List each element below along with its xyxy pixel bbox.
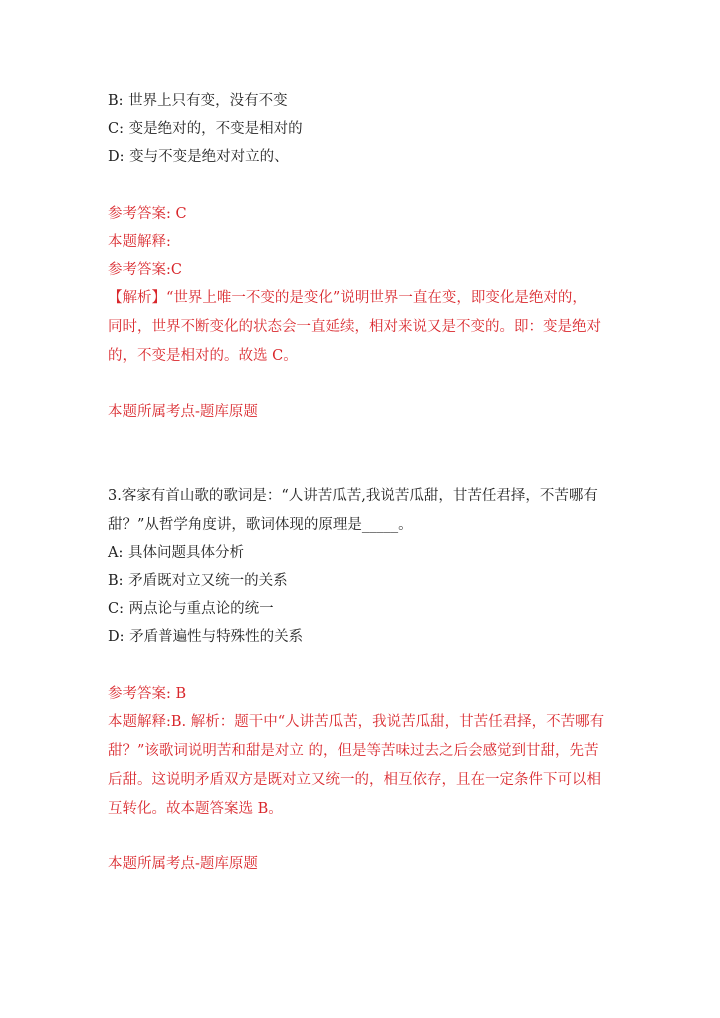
q3-option-a: A: 具体问题具体分析 (108, 545, 244, 561)
q2-option-c: C: 变是绝对的，不变是相对的 (108, 121, 303, 137)
q3-explanation (108, 708, 613, 824)
q3-answer: 参考答案: B (108, 686, 187, 702)
q2-analysis-line: 同时，世界不断变化的状态会一直延续，相对来说又是不变的。即：变是绝对 (108, 319, 601, 335)
q2-analysis (108, 284, 613, 371)
q3-explanation-line: 本题解释:B. 解析：题干中“人讲苦瓜苦，我说苦瓜甜，甘苦任君择，不苦哪有 (108, 714, 605, 730)
q2-source: 本题所属考点-题库原题 (108, 404, 258, 420)
q2-option-b: B: 世界上只有变，没有不变 (108, 93, 288, 109)
q2-analysis-line: 【解析】“世界上唯一不变的是变化”说明世界一直在变，即变化是绝对的， (108, 290, 587, 306)
q2-answer-repeat: 参考答案:C (108, 262, 182, 278)
q3-explanation-line: 后甜。这说明矛盾双方是既对立又统一的，相互依存，且在一定条件下可以相 (108, 772, 601, 788)
q3-explanation-line: 甜？”该歌词说明苦和甜是对立 的，但是等苦味过去之后会感觉到甘甜，先苦 (108, 743, 599, 759)
q2-answer: 参考答案: C (108, 206, 187, 222)
q2-explanation-label: 本题解释: (108, 234, 171, 250)
q3-option-d: D: 矛盾普遍性与特殊性的关系 (108, 629, 304, 645)
q3-explanation-line: 互转化。故本题答案选 B。 (108, 801, 283, 817)
q3-stem (108, 482, 618, 540)
q3-stem-line: 甜？”从哲学角度讲，歌词体现的原理是_____。 (108, 517, 413, 533)
q3-source: 本题所属考点-题库原题 (108, 856, 258, 872)
q3-option-b: B: 矛盾既对立又统一的关系 (108, 573, 288, 589)
q3-stem-line: 3.客家有首山歌的歌词是：“人讲苦瓜苦,我说苦瓜甜，甘苦任君择，不苦哪有 (108, 488, 598, 504)
q2-analysis-line: 的，不变是相对的。故选 C。 (108, 348, 298, 364)
q3-option-c: C: 两点论与重点论的统一 (108, 601, 274, 617)
q2-option-d: D: 变与不变是绝对对立的、 (108, 149, 289, 165)
